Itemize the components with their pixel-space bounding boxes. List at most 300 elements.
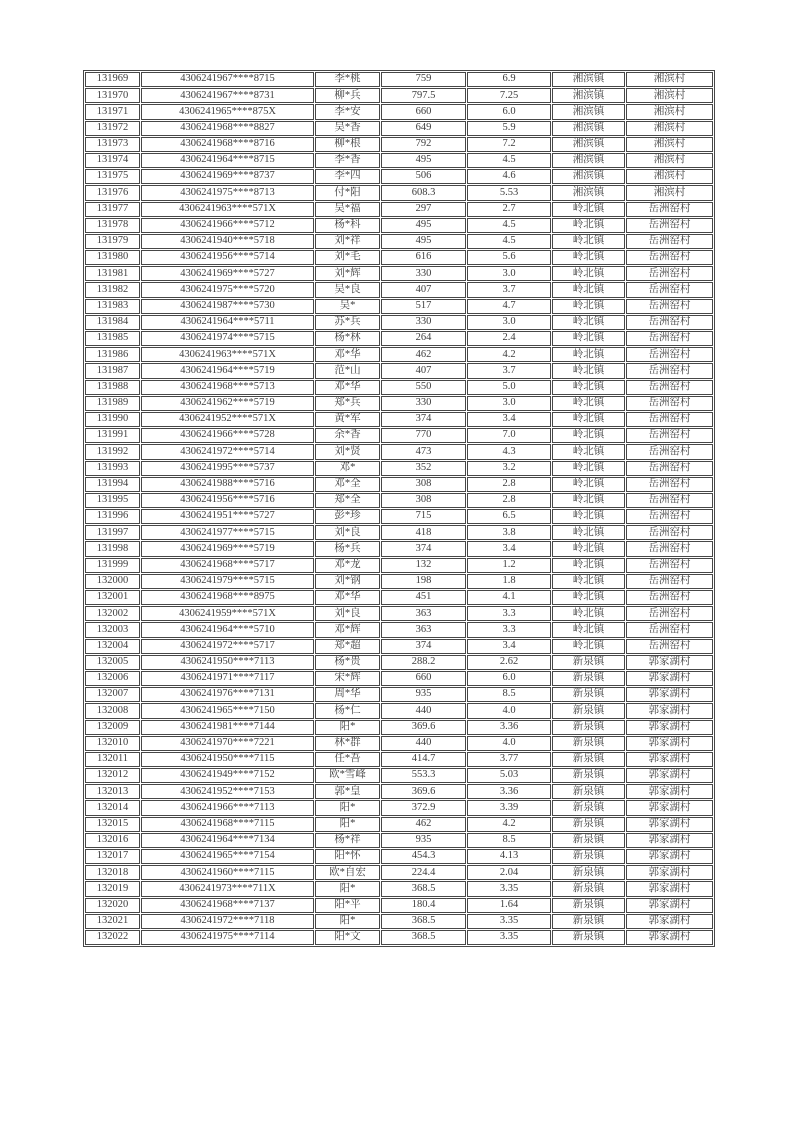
cell-name: 阳*: [315, 881, 380, 896]
cell-name: 黄*军: [315, 412, 380, 427]
cell-serial: 131982: [85, 282, 140, 297]
cell-name: 杨*祥: [315, 833, 380, 848]
cell-name: 郑*兵: [315, 396, 380, 411]
table-row: [85, 930, 713, 945]
table-row: [85, 137, 713, 152]
cell-name: 周*华: [315, 687, 380, 702]
cell-town: 湘滨镇: [552, 153, 625, 168]
cell-town: 新泉镇: [552, 687, 625, 702]
cell-amount: 308: [381, 477, 466, 492]
cell-amount: 495: [381, 153, 466, 168]
table-row: [85, 639, 713, 654]
cell-town: 新泉镇: [552, 720, 625, 735]
cell-serial: 132019: [85, 881, 140, 896]
cell-serial: 131983: [85, 299, 140, 314]
cell-rate: 1.64: [467, 898, 551, 913]
cell-rate: 8.5: [467, 833, 551, 848]
cell-village: 湘滨村: [626, 104, 713, 119]
cell-name: 杨*仁: [315, 703, 380, 718]
cell-name: 阳*: [315, 914, 380, 929]
table-row: [85, 671, 713, 686]
cell-serial: 132003: [85, 622, 140, 637]
cell-rate: 2.8: [467, 493, 551, 508]
cell-rate: 4.2: [467, 347, 551, 362]
cell-name: 刘*良: [315, 525, 380, 540]
cell-name: 柳*根: [315, 137, 380, 152]
cell-amount: 330: [381, 396, 466, 411]
cell-rate: 3.7: [467, 282, 551, 297]
cell-amount: 363: [381, 606, 466, 621]
cell-town: 岭北镇: [552, 574, 625, 589]
table-row: [85, 736, 713, 751]
cell-amount: 264: [381, 331, 466, 346]
cell-amount: 414.7: [381, 752, 466, 767]
cell-rate: 8.5: [467, 687, 551, 702]
cell-id-number: 4306241979****5715: [141, 574, 314, 589]
table-row: [85, 72, 713, 87]
cell-amount: 368.5: [381, 914, 466, 929]
cell-serial: 132002: [85, 606, 140, 621]
cell-serial: 131999: [85, 558, 140, 573]
cell-serial: 132015: [85, 817, 140, 832]
cell-amount: 440: [381, 736, 466, 751]
cell-amount: 935: [381, 687, 466, 702]
cell-rate: 4.6: [467, 169, 551, 184]
cell-rate: 3.3: [467, 622, 551, 637]
cell-serial: 131974: [85, 153, 140, 168]
cell-serial: 131981: [85, 266, 140, 281]
cell-serial: 131978: [85, 218, 140, 233]
table-row: [85, 299, 713, 314]
cell-rate: 4.5: [467, 218, 551, 233]
cell-id-number: 4306241966****5728: [141, 428, 314, 443]
cell-amount: 180.4: [381, 898, 466, 913]
table-row: [85, 720, 713, 735]
cell-id-number: 4306241987****5730: [141, 299, 314, 314]
cell-town: 岭北镇: [552, 266, 625, 281]
cell-rate: 4.0: [467, 703, 551, 718]
cell-rate: 5.6: [467, 250, 551, 265]
cell-id-number: 4306241970****7221: [141, 736, 314, 751]
cell-amount: 374: [381, 412, 466, 427]
cell-name: 余*香: [315, 428, 380, 443]
cell-village: 湘滨村: [626, 137, 713, 152]
cell-village: 湘滨村: [626, 153, 713, 168]
cell-name: 李*安: [315, 104, 380, 119]
cell-village: 岳洲窑村: [626, 477, 713, 492]
cell-village: 郭家湖村: [626, 687, 713, 702]
cell-rate: 3.2: [467, 461, 551, 476]
cell-id-number: 4306241995****5737: [141, 461, 314, 476]
cell-id-number: 4306241968****8975: [141, 590, 314, 605]
cell-village: 岳洲窑村: [626, 363, 713, 378]
cell-serial: 131973: [85, 137, 140, 152]
cell-amount: 352: [381, 461, 466, 476]
cell-name: 刘*辉: [315, 266, 380, 281]
cell-town: 湘滨镇: [552, 104, 625, 119]
cell-amount: 495: [381, 218, 466, 233]
cell-town: 湘滨镇: [552, 137, 625, 152]
cell-id-number: 4306241963****571X: [141, 347, 314, 362]
cell-rate: 5.03: [467, 768, 551, 783]
cell-rate: 2.04: [467, 865, 551, 880]
cell-town: 新泉镇: [552, 655, 625, 670]
table-row: [85, 380, 713, 395]
cell-id-number: 4306241965****875X: [141, 104, 314, 119]
cell-name: 杨*林: [315, 331, 380, 346]
cell-id-number: 4306241964****5710: [141, 622, 314, 637]
cell-village: 岳洲窑村: [626, 461, 713, 476]
cell-rate: 6.9: [467, 72, 551, 87]
cell-name: 刘*祥: [315, 234, 380, 249]
cell-amount: 330: [381, 315, 466, 330]
cell-amount: 495: [381, 234, 466, 249]
cell-serial: 132004: [85, 639, 140, 654]
table-row: [85, 282, 713, 297]
cell-name: 刘*毛: [315, 250, 380, 265]
cell-town: 新泉镇: [552, 752, 625, 767]
cell-rate: 3.35: [467, 914, 551, 929]
cell-name: 郑*超: [315, 639, 380, 654]
cell-village: 岳洲窑村: [626, 558, 713, 573]
cell-serial: 132014: [85, 800, 140, 815]
cell-name: 邓*: [315, 461, 380, 476]
cell-village: 郭家湖村: [626, 671, 713, 686]
cell-name: 邓*辉: [315, 622, 380, 637]
cell-village: 岳洲窑村: [626, 347, 713, 362]
table-row: [85, 396, 713, 411]
cell-id-number: 4306241968****7137: [141, 898, 314, 913]
cell-serial: 132005: [85, 655, 140, 670]
table-row: [85, 169, 713, 184]
cell-serial: 132016: [85, 833, 140, 848]
cell-name: 阳*怀: [315, 849, 380, 864]
cell-serial: 131990: [85, 412, 140, 427]
cell-village: 岳洲窑村: [626, 444, 713, 459]
cell-serial: 132007: [85, 687, 140, 702]
cell-town: 岭北镇: [552, 380, 625, 395]
table-row: [85, 865, 713, 880]
cell-id-number: 4306241975****8713: [141, 185, 314, 200]
cell-town: 岭北镇: [552, 622, 625, 637]
cell-village: 岳洲窑村: [626, 541, 713, 556]
cell-amount: 608.3: [381, 185, 466, 200]
cell-town: 岭北镇: [552, 444, 625, 459]
cell-rate: 3.36: [467, 784, 551, 799]
cell-town: 湘滨镇: [552, 185, 625, 200]
cell-village: 岳洲窑村: [626, 428, 713, 443]
cell-village: 湘滨村: [626, 88, 713, 103]
cell-id-number: 4306241969****5719: [141, 541, 314, 556]
cell-village: 岳洲窑村: [626, 509, 713, 524]
cell-village: 郭家湖村: [626, 655, 713, 670]
cell-town: 新泉镇: [552, 865, 625, 880]
cell-rate: 3.3: [467, 606, 551, 621]
cell-rate: 4.7: [467, 299, 551, 314]
cell-rate: 3.4: [467, 412, 551, 427]
cell-rate: 4.13: [467, 849, 551, 864]
cell-village: 湘滨村: [626, 121, 713, 136]
table-row: [85, 590, 713, 605]
cell-serial: 131985: [85, 331, 140, 346]
cell-village: 岳洲窑村: [626, 622, 713, 637]
cell-town: 岭北镇: [552, 412, 625, 427]
table-row: [85, 703, 713, 718]
cell-name: 阳*: [315, 720, 380, 735]
cell-amount: 418: [381, 525, 466, 540]
cell-id-number: 4306241965****7154: [141, 849, 314, 864]
cell-rate: 7.0: [467, 428, 551, 443]
cell-town: 新泉镇: [552, 881, 625, 896]
cell-amount: 288.2: [381, 655, 466, 670]
table-row: [85, 622, 713, 637]
cell-town: 新泉镇: [552, 768, 625, 783]
cell-town: 岭北镇: [552, 396, 625, 411]
cell-rate: 3.39: [467, 800, 551, 815]
cell-town: 岭北镇: [552, 541, 625, 556]
cell-town: 岭北镇: [552, 525, 625, 540]
cell-name: 柳*兵: [315, 88, 380, 103]
cell-name: 邓*全: [315, 477, 380, 492]
cell-amount: 792: [381, 137, 466, 152]
cell-name: 宋*辉: [315, 671, 380, 686]
cell-id-number: 4306241952****571X: [141, 412, 314, 427]
cell-rate: 5.53: [467, 185, 551, 200]
cell-amount: 759: [381, 72, 466, 87]
cell-rate: 3.0: [467, 315, 551, 330]
cell-name: 吴*福: [315, 202, 380, 217]
cell-id-number: 4306241959****571X: [141, 606, 314, 621]
cell-amount: 935: [381, 833, 466, 848]
cell-amount: 454.3: [381, 849, 466, 864]
cell-name: 刘*贤: [315, 444, 380, 459]
cell-town: 岭北镇: [552, 558, 625, 573]
cell-serial: 131998: [85, 541, 140, 556]
cell-name: 邓*华: [315, 590, 380, 605]
cell-serial: 132021: [85, 914, 140, 929]
beneficiary-table: [83, 70, 715, 947]
cell-amount: 369.6: [381, 720, 466, 735]
cell-village: 岳洲窑村: [626, 299, 713, 314]
table-row: [85, 218, 713, 233]
cell-name: 杨*兵: [315, 541, 380, 556]
cell-town: 湘滨镇: [552, 88, 625, 103]
cell-id-number: 4306241977****5715: [141, 525, 314, 540]
cell-amount: 616: [381, 250, 466, 265]
table-row: [85, 768, 713, 783]
cell-rate: 5.0: [467, 380, 551, 395]
cell-town: 新泉镇: [552, 703, 625, 718]
cell-amount: 506: [381, 169, 466, 184]
cell-serial: 131979: [85, 234, 140, 249]
cell-serial: 132000: [85, 574, 140, 589]
cell-town: 岭北镇: [552, 509, 625, 524]
cell-name: 阳*: [315, 800, 380, 815]
cell-serial: 131970: [85, 88, 140, 103]
table-row: [85, 655, 713, 670]
table-row: [85, 881, 713, 896]
cell-id-number: 4306241960****7115: [141, 865, 314, 880]
cell-name: 邓*华: [315, 380, 380, 395]
cell-amount: 363: [381, 622, 466, 637]
cell-amount: 407: [381, 363, 466, 378]
cell-village: 郭家湖村: [626, 833, 713, 848]
cell-id-number: 4306241969****8737: [141, 169, 314, 184]
cell-id-number: 4306241940****5718: [141, 234, 314, 249]
cell-village: 郭家湖村: [626, 768, 713, 783]
cell-amount: 368.5: [381, 881, 466, 896]
table-row: [85, 461, 713, 476]
cell-village: 岳洲窑村: [626, 574, 713, 589]
cell-name: 刘*钢: [315, 574, 380, 589]
table-row: [85, 315, 713, 330]
cell-name: 阳*文: [315, 930, 380, 945]
cell-town: 岭北镇: [552, 606, 625, 621]
cell-town: 新泉镇: [552, 800, 625, 815]
cell-id-number: 4306241963****571X: [141, 202, 314, 217]
cell-village: 郭家湖村: [626, 914, 713, 929]
cell-id-number: 4306241972****7118: [141, 914, 314, 929]
cell-town: 岭北镇: [552, 299, 625, 314]
table-row: [85, 347, 713, 362]
cell-village: 郭家湖村: [626, 898, 713, 913]
cell-name: 李*桃: [315, 72, 380, 87]
cell-village: 岳洲窑村: [626, 234, 713, 249]
table-row: [85, 363, 713, 378]
table-row: [85, 800, 713, 815]
cell-amount: 660: [381, 671, 466, 686]
cell-amount: 372.9: [381, 800, 466, 815]
cell-town: 岭北镇: [552, 639, 625, 654]
cell-amount: 462: [381, 817, 466, 832]
cell-amount: 660: [381, 104, 466, 119]
cell-name: 邓*龙: [315, 558, 380, 573]
cell-amount: 368.5: [381, 930, 466, 945]
cell-serial: 132008: [85, 703, 140, 718]
cell-name: 杨*贵: [315, 655, 380, 670]
cell-town: 岭北镇: [552, 477, 625, 492]
cell-amount: 374: [381, 639, 466, 654]
cell-village: 郭家湖村: [626, 703, 713, 718]
cell-id-number: 4306241974****5715: [141, 331, 314, 346]
table-row: [85, 784, 713, 799]
cell-id-number: 4306241975****5720: [141, 282, 314, 297]
table-row: [85, 558, 713, 573]
cell-town: 新泉镇: [552, 849, 625, 864]
cell-id-number: 4306241972****5717: [141, 639, 314, 654]
table-row: [85, 687, 713, 702]
table-row: [85, 250, 713, 265]
cell-town: 新泉镇: [552, 833, 625, 848]
cell-serial: 131986: [85, 347, 140, 362]
cell-id-number: 4306241972****5714: [141, 444, 314, 459]
cell-id-number: 4306241968****5717: [141, 558, 314, 573]
cell-town: 新泉镇: [552, 784, 625, 799]
cell-village: 郭家湖村: [626, 784, 713, 799]
table-row: [85, 849, 713, 864]
cell-village: 湘滨村: [626, 169, 713, 184]
cell-rate: 4.5: [467, 153, 551, 168]
cell-amount: 224.4: [381, 865, 466, 880]
cell-name: 欧*雪峰: [315, 768, 380, 783]
cell-id-number: 4306241967****8731: [141, 88, 314, 103]
cell-id-number: 4306241967****8715: [141, 72, 314, 87]
cell-serial: 131977: [85, 202, 140, 217]
cell-town: 新泉镇: [552, 671, 625, 686]
cell-town: 新泉镇: [552, 914, 625, 929]
cell-village: 郭家湖村: [626, 800, 713, 815]
cell-id-number: 4306241950****7113: [141, 655, 314, 670]
cell-town: 岭北镇: [552, 428, 625, 443]
cell-name: 郑*全: [315, 493, 380, 508]
cell-serial: 131984: [85, 315, 140, 330]
cell-village: 岳洲窑村: [626, 639, 713, 654]
cell-rate: 7.25: [467, 88, 551, 103]
cell-name: 吴*香: [315, 121, 380, 136]
table-row: [85, 331, 713, 346]
cell-id-number: 4306241971****7117: [141, 671, 314, 686]
cell-serial: 131989: [85, 396, 140, 411]
cell-amount: 517: [381, 299, 466, 314]
cell-rate: 3.36: [467, 720, 551, 735]
cell-village: 岳洲窑村: [626, 250, 713, 265]
cell-name: 彭*珍: [315, 509, 380, 524]
table-row: [85, 266, 713, 281]
cell-id-number: 4306241956****5714: [141, 250, 314, 265]
cell-amount: 797.5: [381, 88, 466, 103]
cell-serial: 132018: [85, 865, 140, 880]
cell-amount: 297: [381, 202, 466, 217]
cell-town: 岭北镇: [552, 363, 625, 378]
cell-name: 林*群: [315, 736, 380, 751]
cell-rate: 2.4: [467, 331, 551, 346]
cell-rate: 2.62: [467, 655, 551, 670]
table-body: [85, 72, 713, 945]
cell-serial: 132009: [85, 720, 140, 735]
cell-name: 吴*: [315, 299, 380, 314]
cell-rate: 3.4: [467, 639, 551, 654]
cell-town: 岭北镇: [552, 202, 625, 217]
cell-serial: 131992: [85, 444, 140, 459]
cell-serial: 131994: [85, 477, 140, 492]
cell-id-number: 4306241964****8715: [141, 153, 314, 168]
cell-village: 郭家湖村: [626, 865, 713, 880]
cell-name: 付*阳: [315, 185, 380, 200]
cell-amount: 440: [381, 703, 466, 718]
cell-id-number: 4306241964****5719: [141, 363, 314, 378]
cell-rate: 1.8: [467, 574, 551, 589]
cell-rate: 3.4: [467, 541, 551, 556]
table-row: [85, 493, 713, 508]
table-row: [85, 509, 713, 524]
cell-amount: 451: [381, 590, 466, 605]
cell-id-number: 4306241966****7113: [141, 800, 314, 815]
cell-rate: 4.5: [467, 234, 551, 249]
cell-village: 岳洲窑村: [626, 590, 713, 605]
cell-serial: 131993: [85, 461, 140, 476]
cell-id-number: 4306241988****5716: [141, 477, 314, 492]
cell-rate: 4.3: [467, 444, 551, 459]
cell-rate: 3.0: [467, 266, 551, 281]
table-row: [85, 541, 713, 556]
cell-name: 李*四: [315, 169, 380, 184]
table-row: [85, 606, 713, 621]
cell-village: 岳洲窑村: [626, 412, 713, 427]
cell-serial: 131971: [85, 104, 140, 119]
cell-id-number: 4306241969****5727: [141, 266, 314, 281]
cell-serial: 131987: [85, 363, 140, 378]
cell-rate: 6.0: [467, 671, 551, 686]
